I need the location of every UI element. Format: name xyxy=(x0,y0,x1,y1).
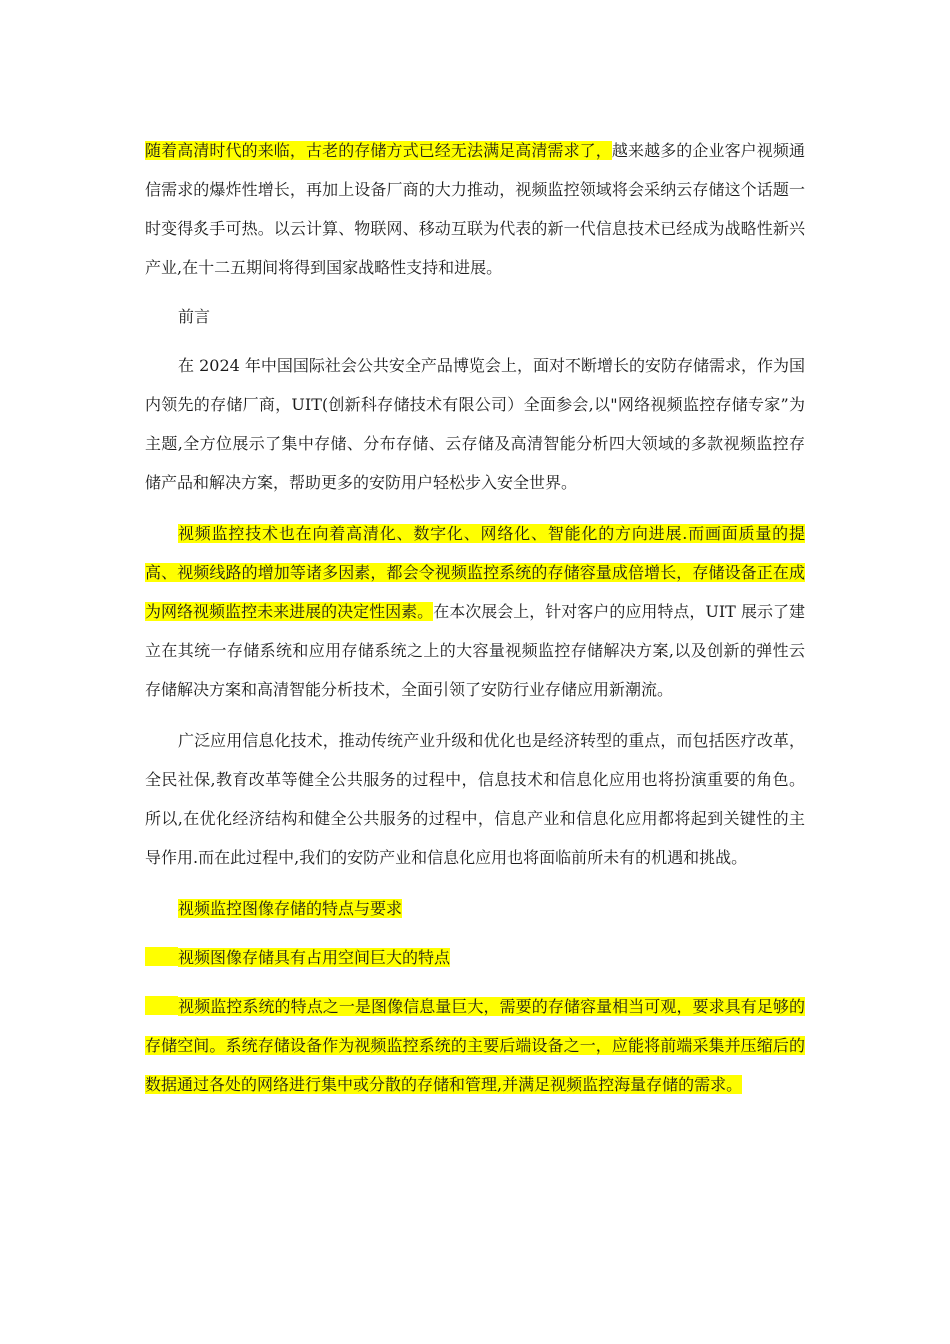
subheading-space xyxy=(145,938,805,977)
highlight-indent xyxy=(145,947,178,966)
highlighted-text: 视频监控技术也在向着高清化、数字化、网络化、智能化的方向进展.而画面质量的提高、视频线路的增加等诸多因素，都会令视频监控系统的存储容量成倍增长，存储设备正在成为网络视频监控未来进展的决定性因素。 xyxy=(145,524,805,621)
paragraph-trend xyxy=(145,514,805,709)
paragraph-expo: 在 2024 年中国国际社会公共安全产品博览会上，面对不断增长的安防存储需求，作为国内领先的存储厂商，UIT(创新科存储技术有限公司）全面参会,以"网络视频监控存储专家”为主题,全方位展示了集中存储、分布存储、云存储及高清智能分析四大领域的多款视频监控存储产品和解决方案，帮助更多的安防用户轻松步入安全世界。 xyxy=(145,356,805,492)
highlighted-text: 随着高清时代的来临，古老的存储方式已经无法满足高清需求了， xyxy=(145,141,612,160)
highlight-indent xyxy=(145,996,178,1015)
heading-storage xyxy=(145,889,805,928)
paragraph-text: 在本次展会上，针对客户的应用特点，UIT 展示了建立在其统一存储系统和应用存储系统之上的大容量视频监控存储解决方案,以及创新的弹性云存储解决方案和高清智能分析技术，全面引领了安防行业存储应用新潮流。 xyxy=(145,602,805,699)
paragraph-intro xyxy=(145,131,805,287)
highlighted-heading: 视频监控图像存储的特点与要求 xyxy=(178,899,403,918)
paragraph-informatization: 广泛应用信息化技术，推动传统产业升级和优化也是经济转型的重点，而包括医疗改革，全民社保,教育改革等健全公共服务的过程中，信息技术和信息化应用也将扮演重要的角色。所以,在优化经济结构和健全公共服务的过程中，信息产业和信息化应用都将起到关键性的主导作用.而在此过程中,我们的安防产业和信息化应用也将面临前所未有的机遇和挑战。 xyxy=(145,731,805,867)
paragraph-text: 越来越多的企业客户视频通信需求的爆炸性增长，再加上设备厂商的大力推动，视频监控领域将会采纳云存储这个话题一时变得炙手可热。以云计算、物联网、移动互联为代表的新一代信息技术已经成为战略性新兴产业,在十二五期间将得到国家战略性支持和进展。 xyxy=(145,141,805,277)
document-body xyxy=(145,131,805,1104)
highlighted-subheading: 视频图像存储具有占用空间巨大的特点 xyxy=(178,948,451,967)
highlighted-text: 视频监控系统的特点之一是图像信息量巨大，需要的存储容量相当可观，要求具有足够的存储空间。系统存储设备作为视频监控系统的主要后端设备之一，应能将前端采集并压缩后的数据通过各处的网络进行集中或分散的存储和管理,并满足视频监控海量存储的需求。 xyxy=(145,997,805,1094)
heading-preface: 前言 xyxy=(178,307,211,326)
paragraph-storage-requirements xyxy=(145,987,805,1104)
